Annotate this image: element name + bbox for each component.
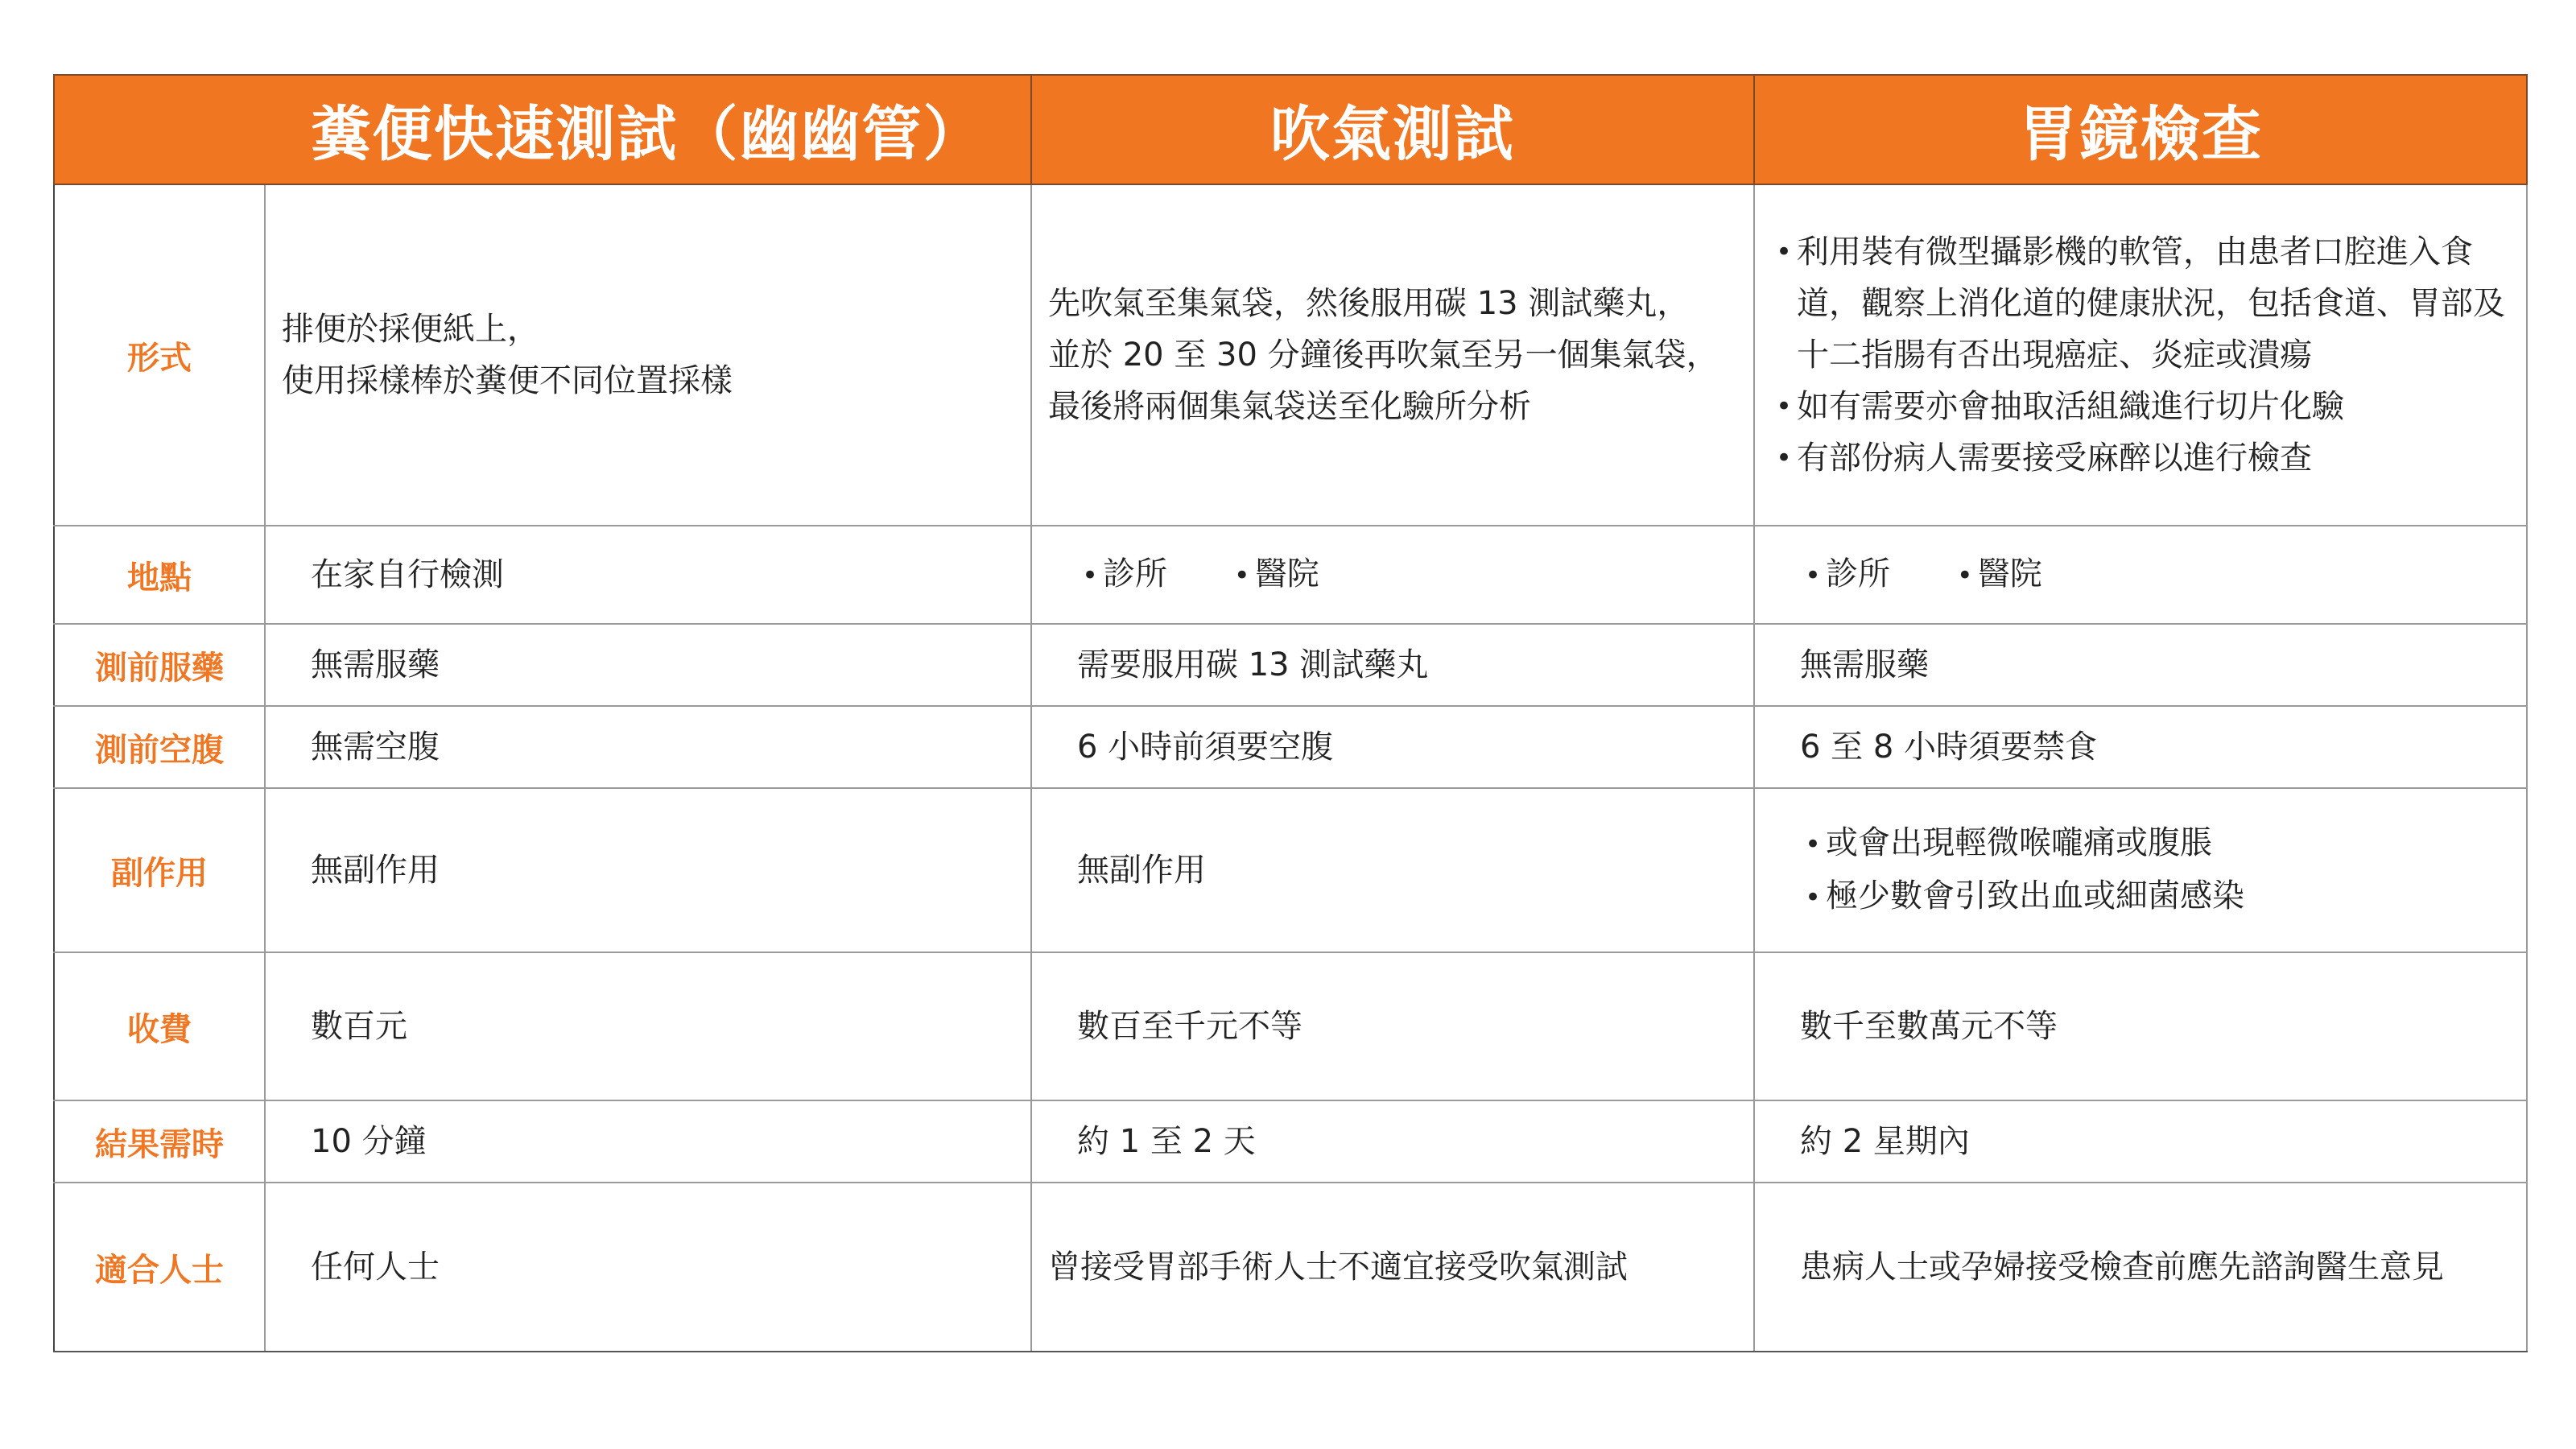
- cell-pre-medication-endoscopy: 無需服藥: [1754, 624, 2527, 706]
- header-endoscopy: 胃鏡檢查: [1754, 75, 2527, 184]
- row-side-effects: [54, 788, 2527, 952]
- text-line: 排便於採便紙上，: [282, 311, 539, 348]
- row-label-fees: 收費: [54, 952, 265, 1100]
- cell-suitable-fecal: 任何人士: [265, 1183, 1031, 1352]
- bullet-icon: •: [1233, 559, 1250, 592]
- row-label-pre-fasting: 測前空腹: [54, 706, 265, 788]
- bullet-item: [1077, 548, 1167, 601]
- header-fecal-test: 糞便快速測試（幽幽管）: [265, 75, 1031, 184]
- bullet-item: [1771, 381, 2513, 432]
- cell-pre-fasting-breath: 6 小時前須要空腹: [1031, 706, 1754, 788]
- cell-result-time-breath: 約 1 至 2 天: [1031, 1100, 1754, 1183]
- bullet-item: [1771, 432, 2513, 484]
- header-corner: [54, 75, 265, 184]
- bullet-text: 醫院: [1254, 555, 1319, 592]
- bullet-icon: •: [1956, 559, 1973, 592]
- row-label-side-effects: 副作用: [54, 788, 265, 952]
- bullet-text: 利用裝有微型攝影機的軟管，由患者口腔進入食道，觀察上消化道的健康狀況，包括食道、胃部及十二指腸有否出現癌症、炎症或潰瘍: [1797, 233, 2505, 374]
- bullet-icon: •: [1804, 881, 1822, 914]
- cell-suitable-endoscopy: 患病人士或孕婦接受檢查前應先諮詢醫生意見: [1754, 1183, 2527, 1352]
- bullet-item: [1800, 817, 2526, 870]
- bullet-text: 有部份病人需要接受麻醉以進行檢查: [1797, 440, 2312, 477]
- bullet-icon: •: [1775, 442, 1793, 474]
- row-result-time: [54, 1100, 2527, 1183]
- cell-pre-medication-fecal: 無需服藥: [265, 624, 1031, 706]
- cell-location-fecal: 在家自行檢測: [265, 526, 1031, 624]
- text-line: 先吹氣至集氣袋，然後服用碳 13 測試藥丸，: [1048, 285, 1690, 322]
- header-breath-test: 吹氣測試: [1031, 75, 1754, 184]
- cell-format-endoscopy: [1754, 184, 2527, 526]
- cell-side-effects-breath: 無副作用: [1031, 788, 1754, 952]
- row-label-format: 形式: [54, 184, 265, 526]
- bullet-icon: •: [1775, 236, 1793, 268]
- cell-fees-breath: 數百至千元不等: [1031, 952, 1754, 1100]
- bullet-text: 或會出現輕微喉嚨痛或腹脹: [1826, 824, 2212, 861]
- bullet-text: 如有需要亦會抽取活組織進行切片化驗: [1797, 388, 2344, 425]
- bullet-text: 診所: [1103, 555, 1167, 592]
- bullet-icon: •: [1775, 390, 1793, 423]
- row-pre-medication: [54, 624, 2527, 706]
- bullet-item: [1800, 548, 1890, 601]
- cell-result-time-fecal: 10 分鐘: [265, 1100, 1031, 1183]
- row-format: [54, 184, 2527, 526]
- cell-pre-fasting-fecal: 無需空腹: [265, 706, 1031, 788]
- header-row: [54, 75, 2527, 184]
- bullet-item: [1800, 870, 2526, 923]
- bullet-text: 診所: [1826, 555, 1890, 592]
- bullet-item: [1952, 548, 2042, 601]
- text-line: 並於 20 至 30 分鐘後再吹氣至另一個集氣袋，: [1048, 336, 1719, 374]
- row-label-location: 地點: [54, 526, 265, 624]
- cell-fees-endoscopy: 數千至數萬元不等: [1754, 952, 2527, 1100]
- cell-pre-medication-breath: 需要服用碳 13 測試藥丸: [1031, 624, 1754, 706]
- cell-side-effects-fecal: 無副作用: [265, 788, 1031, 952]
- row-label-result-time: 結果需時: [54, 1100, 265, 1183]
- cell-fees-fecal: 數百元: [265, 952, 1031, 1100]
- cell-format-breath: [1031, 184, 1754, 526]
- cell-result-time-endoscopy: 約 2 星期內: [1754, 1100, 2527, 1183]
- cell-side-effects-endoscopy: [1754, 788, 2527, 952]
- cell-location-breath: [1031, 526, 1754, 624]
- row-label-suitable: 適合人士: [54, 1183, 265, 1352]
- bullet-icon: •: [1081, 559, 1099, 592]
- cell-location-endoscopy: [1754, 526, 2527, 624]
- text-line: 最後將兩個集氣袋送至化驗所分析: [1048, 388, 1531, 425]
- cell-pre-fasting-endoscopy: 6 至 8 小時須要禁食: [1754, 706, 2527, 788]
- row-pre-fasting: [54, 706, 2527, 788]
- cell-suitable-breath: 曾接受胃部手術人士不適宜接受吹氣測試: [1031, 1183, 1754, 1352]
- row-fees: [54, 952, 2527, 1100]
- bullet-text: 醫院: [1977, 555, 2042, 592]
- bullet-icon: •: [1804, 828, 1822, 861]
- row-label-pre-medication: 測前服藥: [54, 624, 265, 706]
- text-line: 使用採樣棒於糞便不同位置採樣: [282, 362, 733, 399]
- comparison-table: [53, 74, 2528, 1352]
- row-location: [54, 526, 2527, 624]
- row-suitable: [54, 1183, 2527, 1352]
- bullet-item: [1771, 226, 2513, 381]
- bullet-item: [1229, 548, 1319, 601]
- cell-format-fecal: [265, 184, 1031, 526]
- bullet-text: 極少數會引致出血或細菌感染: [1826, 877, 2244, 914]
- bullet-icon: •: [1804, 559, 1822, 592]
